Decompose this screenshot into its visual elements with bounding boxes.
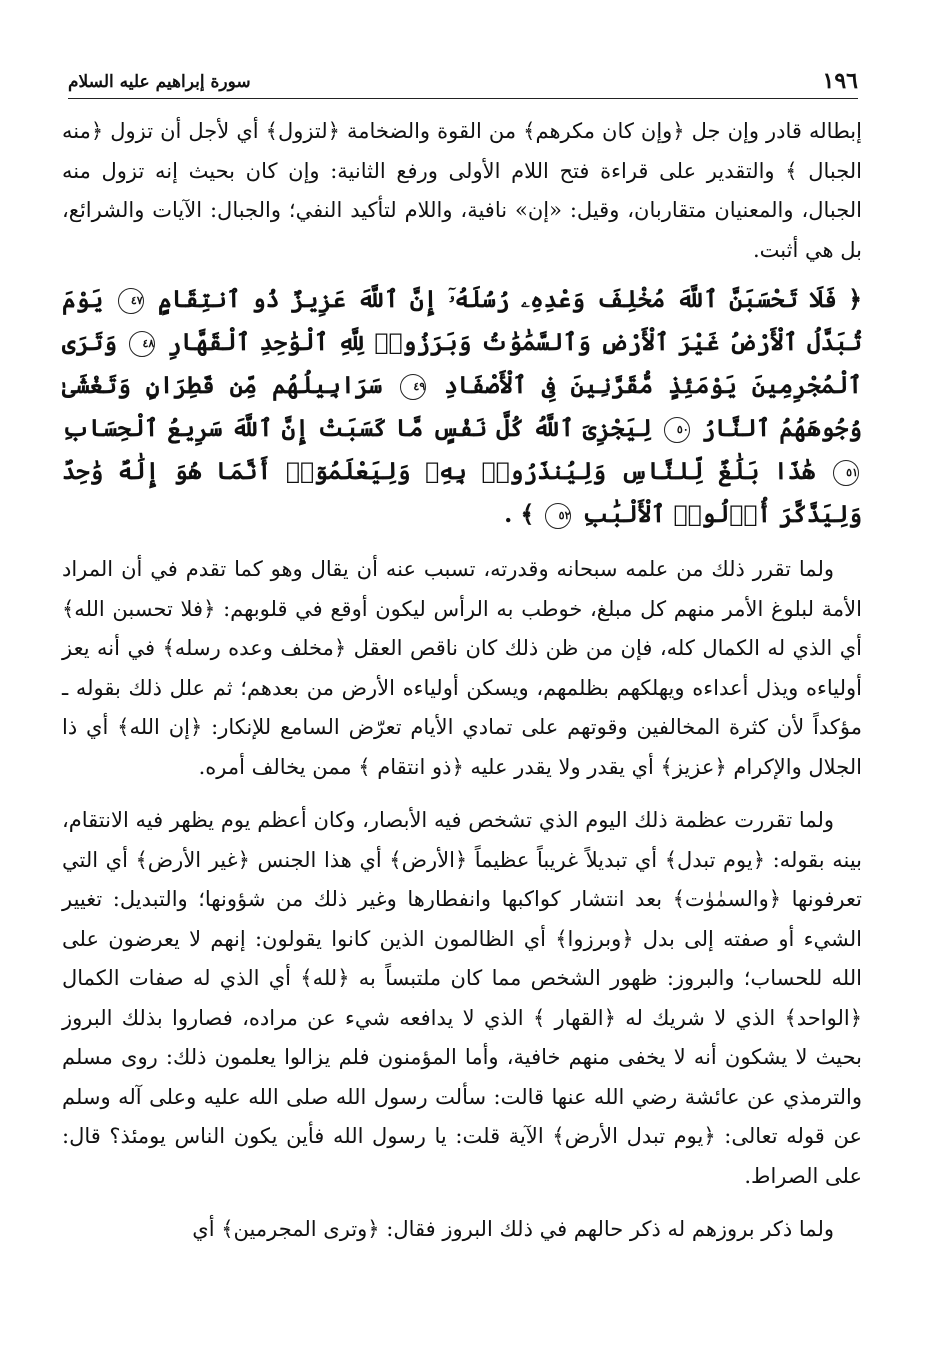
verse-number-49: ٤٩ [400,374,426,400]
quran-verses-block [62,278,862,536]
commentary-paragraph-2: ولما تقرر ذلك من علمه سبحانه وقدرته، تسبب عنه أن يقال وهو كما تقدم في أن المراد الأمة لبلوغ الأمر منهم كل مبلغ، خوطب به الرأس ليكون أوقع في قلوبهم: ﴿فلا تحسبن الله﴾ أي الذي له الكمال كله، فإن من ظن ذلك كان ناقص العقل ﴿مخلف وعده رسله﴾ في أنه يعز أولياءه ويذل أعداءه ويهلكهم بظلمهم، ويسكن أولياءه الأرض من بعدهم؛ ثم علل ذلك بقوله ـ مؤكداً لأن كثرة المخالفين وقوتهم على تمادي الأيام تعرّض السامع للإنكار: ﴿إن الله﴾ أي ذا الجلال والإكرام ﴿عزيز﴾ أي يقدر ولا يقدر عليه ﴿ذو انتقام ﴾ ممن يخالف أمره. [62,557,862,779]
page-number: ١٩٦ [822,68,858,94]
surah-title: سورة إبراهيم عليه السلام [68,72,251,92]
verse-52: هَٰذَا بَلَٰغٌ لِّلنَّاسِ وَلِيُنذَرُوا۟ بِهِۦ وَلِيَعْلَمُوٓا۟ أَنَّمَا هُوَ إِلَٰهٌ وَٰحِدٌ وَلِيَذَّكَّرَ أُو۟لُوا۟ ٱلْأَلْبَٰبِ [62,457,862,528]
commentary-paragraph-1: إبطاله قادر وإن جل ﴿وإن كان مكرهم﴾ من القوة والضخامة ﴿لتزول﴾ أي لأجل أن تزول ﴿منه الجبال ﴾ والتقدير على قراءة فتح اللام الأولى ورفع الثانية: وإن كان بحيث إنه تزول منه الجبال، والمعنيان متقاربان، وقيل: «إن» نافية، واللام لتأكيد النفي؛ والجبال: الآيات والشرائع، بل هي أثبت. [62,119,862,262]
verse-47: ﴿ فَلَا تَحْسَبَنَّ ٱللَّهَ مُخْلِفَ وَعْدِهِۦ رُسُلَهُۥٓ إِنَّ ٱللَّهَ عَزِيزٌ ذُو ٱنتِقَامٍ [158,285,863,313]
verse-number-47: ٤٧ [118,288,144,314]
verse-51: لِيَجْزِىَ ٱللَّهُ كُلَّ نَفْسٍ مَّا كَسَبَتْ إِنَّ ٱللَّهَ سَرِيعُ ٱلْحِسَابِ [62,414,652,442]
commentary-paragraph-3: ولما تقررت عظمة ذلك اليوم الذي تشخص فيه الأبصار، وكان أعظم يوم يظهر فيه الانتقام، بينه بقوله: ﴿يوم تبدل﴾ أي تبديلاً غريباً عظيماً ﴿الأرض﴾ أي هذا الجنس ﴿غير الأرض﴾ أي التي تعرفونها ﴿والسمٰوٰت﴾ بعد انتشار كواكبها وانفطارها وغير ذلك من شؤونها؛ والتبديل: تغيير الشيء أو صفته إلى بدل ﴿وبرزوا﴾ أي الظالمون الذين كانوا يقولون: إنهم لا يعرضون على الله للحساب؛ والبروز: ظهور الشخص مما كان ملتبساً به ﴿لله﴾ أي الذي له صفات الكمال ﴿الواحد﴾ الذي لا شريك له ﴿القهار ﴾ الذي لا يدافعه شيء عن مراده، فصاروا بذلك البروز بحيث لا يشكون أنه لا يخفى منهم خافية، وأما المؤمنون فلم يزالوا يعلمون ذلك: روى مسلم والترمذي عن عائشة رضي الله عنها قالت: سألت رسول الله صلى الله عليه وعلى آله وسلم عن قوله تعالى: ﴿يوم تبدل الأرض﴾ الآية قلت: يا رسول الله فأين يكون الناس يومئذ؟ قال: على الصراط. [62,808,862,1188]
commentary-paragraph-4: ولما ذكر بروزهم له ذكر حالهم في ذلك البروز فقال: ﴿وترى المجرمين﴾ أي [192,1217,834,1241]
verse-number-52: ٥٢ [545,503,571,529]
verse-number-50: ٥٠ [664,417,690,443]
page-header [68,58,858,99]
verse-number-48: ٤٨ [129,331,155,357]
verse-block-end: ﴾ . [504,500,535,528]
verse-50: سَرَابِيلُهُم مِّن قَطِرَانٍ وَتَغْشَىٰ وُجُوهَهُمُ ٱلنَّارُ [62,371,862,442]
verse-number-51: ٥١ [833,460,859,486]
page-body [62,112,862,1250]
verse-49: وَتَرَى ٱلْمُجْرِمِينَ يَوْمَئِذٍ مُّقَرَّنِينَ فِى ٱلْأَصْفَادِ [62,328,863,399]
verse-48: يَوْمَ تُبَدَّلُ ٱلْأَرْضُ غَيْرَ ٱلْأَرْضِ وَٱلسَّمَٰوَٰتُ وَبَرَزُوا۟ لِلَّهِ ٱلْوَٰحِدِ ٱلْقَهَّارِ [62,285,862,356]
